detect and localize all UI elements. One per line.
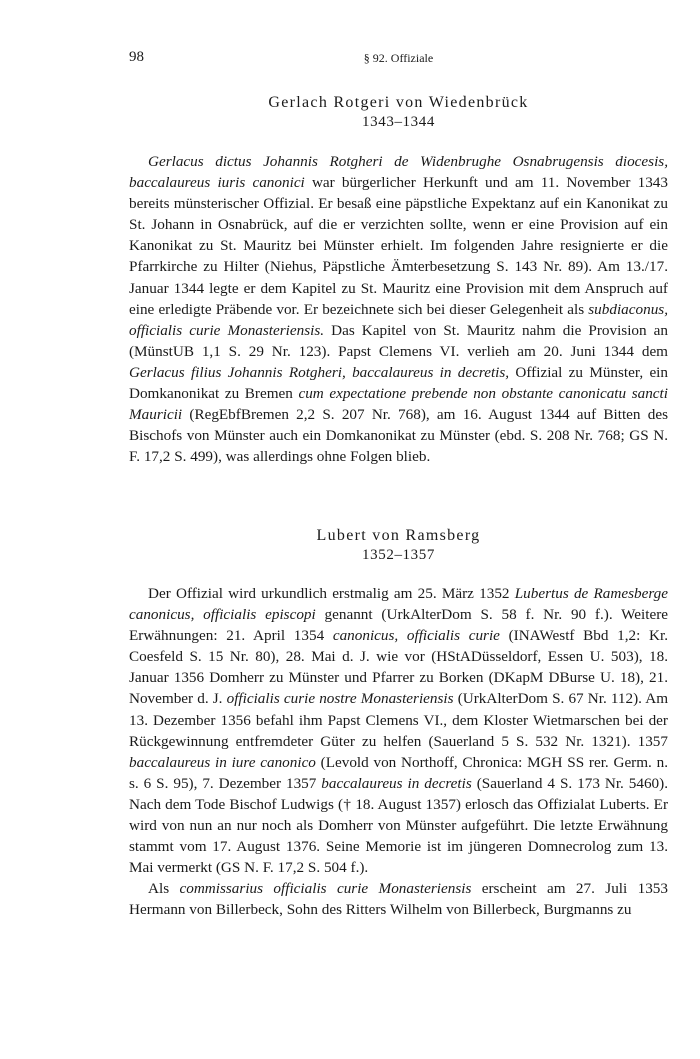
text-run: Offizial zu Münster, ein Domkanonikat zu Bremen — [129, 363, 668, 403]
entry-years: 1352–1357 — [362, 547, 435, 563]
text-run: (Levold von Northoff, Chronica: MGH SS rer. Germ. n. s. 6 S. 95), 7. Dezember 1357 — [129, 753, 668, 792]
text-run: (UrkAlterDom S. 67 Nr. 112). Am 13. Dezember 1356 befahl ihm Papst Clemens VI., dem Kloster Wietmarschen bei der Rückgewinnung entfremdeter Güter zu helfen (Sauerland 5 S. 532 Nr. 1321). 1357 — [129, 690, 669, 750]
entry-title: Lubert von Ramsberg — [316, 527, 481, 544]
text-run: Als — [148, 880, 180, 898]
text-run: genannt (UrkAlterDom S. 58 f. Nr. 90 f.). Weitere Erwähnungen: 21. April 1354 — [129, 606, 668, 645]
running-head: § 92. Offiziale — [363, 51, 434, 65]
entry-gerlach — [129, 93, 668, 467]
entry-years: 1343–1344 — [362, 114, 435, 130]
entry-title: Gerlach Rotgeri von Wiedenbrück — [268, 94, 529, 111]
entry-lubert — [129, 526, 668, 921]
latin-quote: baccalaureus in decretis — [321, 774, 472, 792]
text-run: (Sauerland 4 S. 173 Nr. 5460). Nach dem Tode Bischof Ludwigs († 18. August 1357) erlosch das Offizialat Luberts. Er wird von nun an nur noch als Domherr von Münster aufgeführt. Die letzte Erwähnung stammt vom 17. August 1376. Seine Memorie ist im jüngeren Domnecrolog zum 13. Mai vermerkt (GS N. F. 17,2 S. 504 f.). — [129, 774, 668, 877]
text-run: Das Kapitel von St. Mauritz nahm die Provision an (MünstUB 1,1 S. 29 Nr. 123). Papst Clemens VI. verlieh am 20. Juni 1344 dem — [129, 321, 668, 360]
latin-quote: cum expectatione prebende non obstante canonicatu sancti Mauricii — [129, 385, 668, 424]
text-run: Der Offizial wird urkundlich erstmalig am 25. März 1352 — [148, 585, 515, 602]
latin-quote: subdiaconus, officialis curie Monasteriensis. — [129, 300, 668, 339]
paragraph — [129, 878, 668, 920]
page-number: 98 — [129, 49, 144, 65]
text-run: war bürgerlicher Herkunft und am 11. November 1343 bereits münsterischer Offizial. Er besaß eine päpstliche Expektanz auf ein Kanonikat zu St. Johann in Osnabrück, auf die er verzichten sollte, wenn er eine Provision auf ein Kanonikat zu St. Mauritz bei Münster erhielt. Im folgenden Jahre resignierte er die Pfarrkirche zu Hilter (Niehus, Päpstliche Ämterbesetzung S. 143 Nr. 89). Am 13./17. Januar 1344 legte er dem Kapitel zu St. Mauritz eine Provision mit dem Anspruch auf eine erledigte Präbende vor. Er bezeichnete sich bei dieser Gelegenheit als — [129, 174, 668, 318]
latin-quote: baccalaureus in iure canonico — [129, 753, 316, 771]
page-header — [129, 49, 668, 69]
text-run: (INAWestf Bbd 1,2: Kr. Coesfeld S. 15 Nr. 80), 28. Mai d. J. wie vor (HStADüsseldorf, Essen U. 503), 18. Januar 1356 Domherr zu Münster und Pfarrer zu Borken (DKapM DBurse U. 18), 21. November d. J. — [129, 627, 668, 708]
text-run: erscheint am 27. Juli 1353 Hermann von Billerbeck, Sohn des Ritters Wilhelm von Billerbeck, Burgmanns zu — [129, 880, 668, 919]
paragraph — [129, 583, 668, 878]
latin-quote: Lubertus de Ramesberge canonicus, officialis episcopi — [129, 585, 669, 624]
text-run: (RegEbfBremen 2,2 S. 207 Nr. 768), am 16. August 1344 auf Bitten des Bischofs von Münster auch ein Domkanonikat zu Münster (ebd. S. 208 Nr. 768; GS N. F. 17,2 S. 499), was allerdings ohne Folgen blieb. — [129, 406, 668, 466]
latin-quote: Gerlacus dictus Johannis Rotgheri de Widenbrughe Osnabrugensis diocesis, baccalaureus iuris canonici — [129, 153, 668, 192]
latin-quote: officialis curie nostre Monasteriensis — [226, 690, 454, 708]
paragraph — [129, 151, 668, 467]
latin-quote: canonicus, officialis curie — [332, 627, 500, 645]
latin-quote: commissarius officialis curie Monasteriensis — [179, 880, 472, 898]
latin-quote: Gerlacus filius Johannis Rotgheri, baccalaureus in decretis, — [129, 363, 510, 381]
